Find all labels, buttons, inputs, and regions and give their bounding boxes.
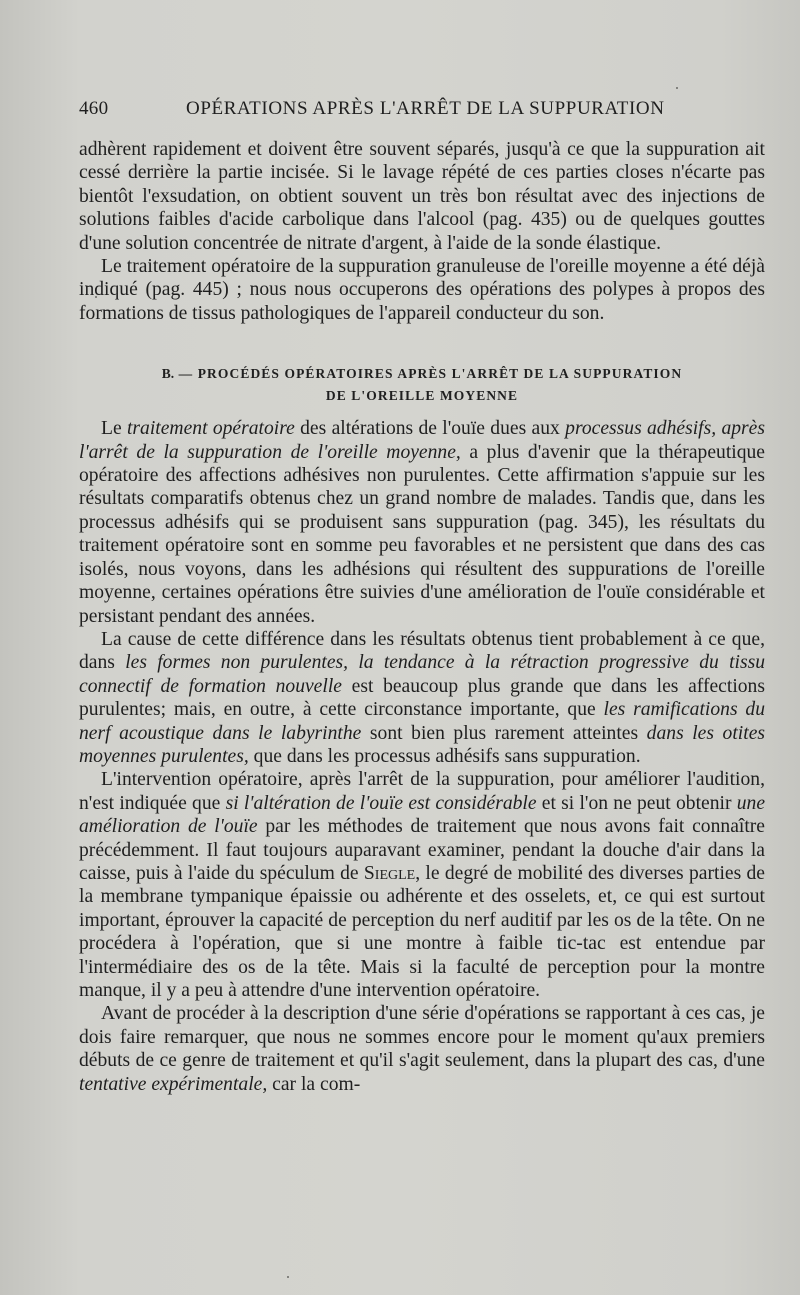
italic-run: traitement opératoire [126, 418, 295, 440]
text-run: est beaucoup plus grande que dans les affections purulentes; mais, en outre, à cette circonstance importante, que [79, 675, 765, 721]
paragraph-granular-suppuration: Le traitement opératoire de la suppuration granuleuse de l'oreille moyenne a été déjà indiqué (pag. 445) ; nous nous occuperons des opérations des polypes à propos des formations de tissus pathologiques de l'appareil conducteur du son. [79, 256, 765, 324]
page-header [79, 98, 762, 122]
paragraph-intervention [79, 768, 765, 1002]
italic-run: processus adhésifs, après l'arrêt de la suppuration de l'oreille moyenne, [79, 418, 765, 463]
italic-run: les formes non purulentes, la tendance à la rétraction progressive du tissu connectif de formation nouvelle [79, 652, 765, 697]
paragraph-operative-treatment [79, 417, 765, 628]
paragraph-cause-of-difference [79, 628, 765, 768]
author-name-siegle: Siegle [363, 862, 416, 884]
text-run: et si l'on ne peut obtenir [536, 792, 737, 814]
text-run: La cause de cette différence dans les résultats obtenus tient probablement à ce que, dans [79, 628, 765, 674]
italic-run: dans les otites moyennes purulentes, [79, 722, 766, 767]
page-number: 460 [79, 98, 109, 119]
section-heading-line-1 [79, 363, 765, 385]
section-letter: B. [161, 366, 175, 382]
ink-speck [287, 1276, 289, 1278]
section-heading [79, 363, 765, 407]
section-title-line-2: DE L'OREILLE MOYENNE [325, 388, 519, 404]
text-run: car la com- [267, 1073, 361, 1095]
italic-run: une amélioration de l'ouïe [79, 792, 766, 838]
italic-run: les ramifications du nerf acoustique dans le labyrinthe [79, 699, 765, 744]
text-run: L'intervention opératoire, après l'arrêt de la suppuration, pour améliorer l'audition, n'est indiquée que [79, 769, 765, 814]
paragraph-experimental [79, 1002, 765, 1096]
text-run: que dans les processus adhésifs sans suppuration. [248, 745, 641, 767]
text-run: par les méthodes de traitement que nous avons fait connaître précédemment. Il faut toujours auparavant examiner, pendant la douche d'air dans la caisse, puis à l'aide du spéculum de [79, 816, 765, 884]
paragraph-continued: adhèrent rapidement et doivent être souvent séparés, jusqu'à ce que la suppuration ait cessé derrière la partie incisée. Si le lavage répété de ces parties closes n'écarte pas bientôt l'exsudation, on obtient souvent un très bon résultat avec des injections de solutions faibles d'acide carbolique dans l'alcool (pag. 435) ou de quelques gouttes d'une solution concentrée de nitrate d'argent, à l'aide de la sonde élastique. [79, 139, 765, 254]
ink-speck [676, 87, 678, 89]
section-title-line-1: PROCÉDÉS OPÉRATOIRES APRÈS L'ARRÊT DE LA SUPPURATION [197, 366, 683, 382]
italic-run: si l'altération de l'ouïe est considérable [225, 792, 537, 814]
text-run: Avant de procéder à la description d'une série d'opérations se rapportant à ces cas, je dois faire remarquer, que nous ne sommes encore pour le moment qu'aux premiers débuts de ce genre de traitement et qu'il s'agit seulement, dans la plupart des cas, d'une [79, 1003, 765, 1072]
italic-run: tentative expérimentale, [79, 1073, 268, 1095]
text-run: a plus d'avenir que la thérapeutique opératoire des affections adhésives non purulentes. Cette affirmation s'appuie sur les résultats comparatifs obtenus chez un grand nombre de malades. Tandis que, dans les processus adhésifs qui se produisent sans suppuration (pag. 345), les résultats du traitement opératoire sont en somme peu favorables et ne persistent que dans des cas isolés, nous voyons, dans les adhésions qui résultent des suppurations de l'oreille moyenne, certaines opérations être suivies d'une amélioration de l'ouïe considérable et persistant pendant des années. [79, 441, 765, 627]
page-body [79, 138, 765, 1096]
text-run: Le [101, 418, 127, 440]
text-run: sont bien plus rarement atteintes [361, 722, 647, 744]
running-head: OPÉRATIONS APRÈS L'ARRÊT DE LA SUPPURATION [186, 98, 665, 119]
text-run: des altérations de l'ouïe dues aux [294, 418, 566, 440]
text-run: , le degré de mobilité des diverses parties de la membrane tympanique épaissie ou adhérente et des osselets, et, ce qui est surtout important, éprouver la capacité de perception du nerf auditif par les os de la tête. On ne procédera à l'opération, que si une montre à faible tic-tac est entendue par l'intermédiaire des os de la tête. Mais si la faculté de perception pour la montre manque, il y a peu à attendre d'une intervention opératoire. [79, 862, 765, 1001]
section-dash: — [178, 366, 194, 382]
